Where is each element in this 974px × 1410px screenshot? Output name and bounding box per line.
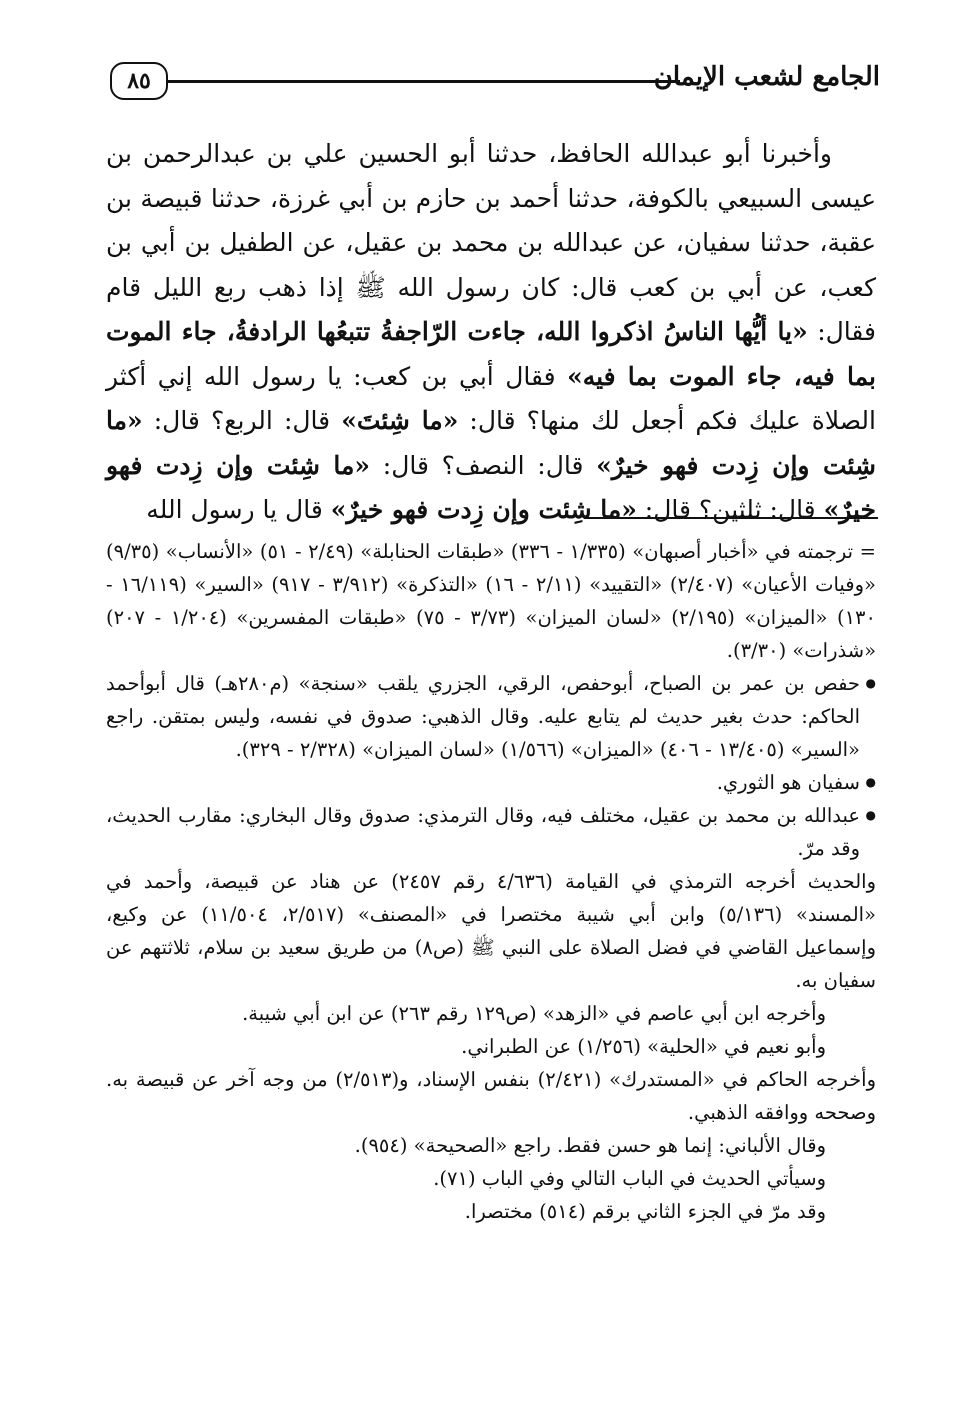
- text-segment: قال: ثلثين؟ قال:: [636, 495, 824, 524]
- text-segment: قال: الربع؟ قال:: [142, 406, 342, 435]
- footnote-paragraph: وسيأتي الحديث في الباب التالي وفي الباب (٧١).: [433, 1167, 826, 1190]
- footnote-paragraph: وأبو نعيم في «الحلية» (١/٢٥٦) عن الطبراني.: [461, 1035, 826, 1058]
- footnote-paragraph: وأخرجه الحاكم في «المستدرك» (٢/٤٢١) بنفس الإسناد، و(٢/٥١٣) من وجه آخر عن قبيصة به. وصححه ووافقه الذهبي.: [106, 1068, 876, 1124]
- quote-bold: «يا أيُّها الناسُ اذكروا الله، جاءت الرّاجفةُ تتبعُها الرادفةُ، جاء الموت بما فيه، جاء الموت بما فيه»: [106, 317, 876, 391]
- text-segment: قال يا رسول الله: [146, 495, 331, 524]
- hadith-paragraph: [106, 132, 876, 533]
- quote-bold: «ما شِئت وإن زِدت فهو خيرٌ»: [106, 450, 876, 524]
- footnotes: [106, 535, 876, 1228]
- page-header: [102, 56, 880, 116]
- quote-bold: «ما شِئت وإن زِدت فهو خيرٌ»: [106, 406, 876, 480]
- footnote-separator: [584, 517, 878, 519]
- footnote-bullet: ● حفص بن عمر بن الصباح، أبوحفص، الرقي، الجزري يلقب «سنجة» (م٢٨٠هـ) قال أبوأحمد الحاكم: حدث بغير حديث لم يتابع عليه. وقال الذهبي: صدوق في نفسه، وليس بمتقن. راجع «السير» (١٣/٤٠٥ - ٤٠٦) «الميزان» (١/٥٦٦) «لسان الميزان» (٢/٣٢٨ - ٣٢٩).: [106, 667, 876, 766]
- footnote-paragraph: وأخرجه ابن أبي عاصم في «الزهد» (ص١٢٩ رقم ٢٦٣) عن ابن أبي شيبة.: [242, 1002, 826, 1025]
- running-title: الجامع لشعب الإيمان: [653, 62, 880, 92]
- page-number: ٨٥: [110, 62, 168, 100]
- footnote-bullet: ● عبدالله بن محمد بن عقيل، مختلف فيه، وقال الترمذي: صدوق وقال البخاري: مقارب الحديث، وقد مرّ.: [106, 799, 876, 865]
- text-segment: وأخبرنا أبو عبدالله الحافظ، حدثنا أبو الحسين علي بن عبدالرحمن بن عيسى السبيعي بالكوفة، حدثنا أحمد بن حازم بن أبي غرزة، حدثنا قبيصة بن عقبة، حدثنا سفيان، عن عبدالله بن محمد بن عقيل، عن الطفيل بن أبي بن كعب، عن أبي بن كعب قال: كان رسول الله ﷺ إذا ذهب ربع الليل قام فقال:: [106, 139, 877, 346]
- footnote-paragraph: والحديث أخرجه الترمذي في القيامة (٤/٦٣٦ رقم ٢٤٥٧) عن هناد عن قبيصة، وأحمد في «المسند» (٥/١٣٦) وابن أبي شيبة مختصرا في «المصنف» (٢/٥١٧، ١١/٥٠٤) عن وكيع، وإسماعيل القاضي في فضل الصلاة على النبي ﷺ (ص٨) من طريق سعيد بن سلام، ثلاثتهم عن سفيان به.: [106, 870, 876, 992]
- quote-bold: «ما شِئت وإن زِدت فهو خيرٌ»: [330, 495, 637, 524]
- footnote-bullet: ● سفيان هو الثوري.: [106, 766, 876, 799]
- footnote-paragraph: وقد مرّ في الجزء الثاني برقم (٥١٤) مختصرا.: [464, 1200, 826, 1223]
- text-segment: قال: النصف؟ قال:: [370, 450, 597, 480]
- quote-bold: «ما شِئتَ»: [341, 406, 459, 435]
- header-rule: [168, 80, 680, 83]
- footnote-paragraph: وقال الألباني: إنما هو حسن فقط. راجع «الصحيحة» (٩٥٤).: [354, 1134, 826, 1157]
- main-text: [106, 132, 876, 533]
- text-segment: فقال أبي بن كعب: يا رسول الله إني أكثر الصلاة عليك فكم أجعل لك منها؟ قال:: [106, 361, 876, 435]
- footnote-continued: = ترجمته في «أخبار أصبهان» (١/٣٣٥ - ٣٣٦) «طبقات الحنابلة» (٢/٤٩ - ٥١) «الأنساب» (٩/٣٥) «وفيات الأعيان» (٢/٤٠٧) «التقييد» (٢/١١ - ١٦) «التذكرة» (٣/٩١٢ - ٩١٧) «السير» (١٦/١١٩ - ١٣٠) «الميزان» (٢/١٩٥) «لسان الميزان» (٣/٧٣ - ٧٥) «طبقات المفسرين» (١/٢٠٤ - ٢٠٧) «شذرات» (٣/٣٠).: [106, 540, 876, 662]
